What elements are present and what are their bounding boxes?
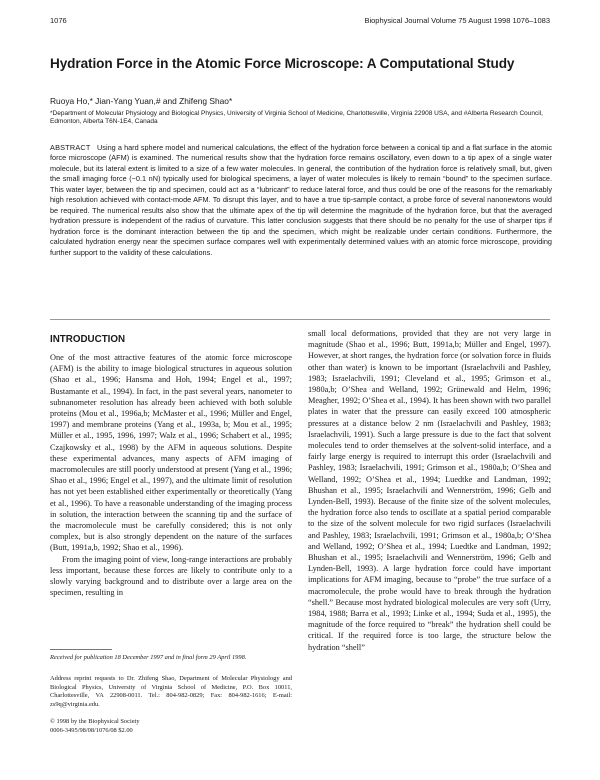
author-affiliations: *Department of Molecular Physiology and Biological Physics, University of Virginia School of Medicine, Charlottesville, Virginia 22908 USA, and #Alberta Research Council, Edmonton, Alberta T6N-1E4, Canada xyxy=(50,110,543,126)
paragraph: From the imaging point of view, long-range interactions are probably less important, because these forces are likely to contribute only to a slowly varying background and to distribute over a large area on the specimen, resulting in xyxy=(50,554,292,598)
right-column-text xyxy=(308,328,551,653)
author-list: Ruoya Ho,* Jian-Yang Yuan,# and Zhifeng Shao* xyxy=(50,96,233,106)
journal-running-header: Biophysical Journal Volume 75 August 1998 1076–1083 xyxy=(364,16,550,25)
paragraph: small local deformations, provided that they are not very large in magnitude (Shao et al., 1996; Butt, 1991a,b; Müller and Engel, 1997). However, at short ranges, the hydration force (or solvation force in fluids other than water) is known to be important (Israelachvili and Pashley, 1983; Israelachvili, 1991; Cleveland et al., 1995; Grimson et al., 1980a,b; O’Shea and Welland, 1992; Grünewald and Helm, 1996; Meagher, 1992; O’Shea et al., 1994). It has been shown with two parallel plates in water that the pressure can easily exceed 100 atmospheric pressures at a distance below 2 nm (Israelachvili and Pashley, 1983; Israelachvili, 1991). Such a large pressure is due to the fact that solvent molecules tend to order themselves at the solvent-solid interface, and a fairly large energy is required to interrupt this order (Israelachvili and Pashley, 1983; Israelachvili, 1991; Grimson et al., 1980a,b; O’Shea and Welland, 1992; O’Shea et al., 1994; Luedtke and Landman, 1992; Bhushan et al., 1995; Israelachvili and Wennerström, 1996; Gelb and Lynden-Bell, 1993). Because of the finite size of the solvent molecules, the hydration force also tends to oscillate at a spatial period comparable to the size of the solvent molecule for two rigid surfaces (Israelachvili and Pashley, 1983; Israelachvili, 1991; Grimson et al., 1980a,b; O’Shea and Welland, 1992; O’Shea et al., 1994; Luedtke and Landman, 1992; Bhushan et al., 1995; Israelachvili and Wennerström, 1996; Gelb and Lynden-Bell, 1993). A large hydration force could have important implications for AFM imaging, because to “probe” the true surface of a macromolecule, the probe would have to break through the hydration “shell.” Because most hydrated biological molecules are very soft (Urry, 1984, 1988; Barra et al., 1993; Linke et al., 1994; Suda et al., 1995), the magnitude of the force required to “break” the hydration shell could be critical. If the required force is too large, the structure below the hydration “shell” xyxy=(308,329,551,652)
section-heading-introduction: INTRODUCTION xyxy=(50,334,126,345)
footnote-copyright: © 1998 by the Biophysical Society xyxy=(50,718,140,725)
page-number: 1076 xyxy=(50,16,67,25)
footnote-received: Received for publication 18 December 1997 and in final form 29 April 1998. xyxy=(50,654,247,661)
abstract xyxy=(50,143,552,258)
paragraph: One of the most attractive features of the atomic force microscope (AFM) is the ability to image biological structures in aqueous solution (Shao et al., 1996; Hansma and Hoh, 1994; Engel et al., 1997; Bustamante et al., 1994). In fact, in the past several years, nanometer to subnanometer resolution has already been achieved with both soluble proteins (Mou et al., 1996a,b; McMaster et al., 1996; Müller and Engel, 1997) and membrane proteins (Yang et al., 1993a, b; Mou et al., 1995; Müller et al., 1995, 1996, 1997; Walz et al., 1996; Schabert et al., 1995; Czajkowsky et al., 1998) by the AFM in aqueous solutions. Despite these experimental advances, many aspects of AFM imaging of macromolecules are still poorly understood at present (Yang et al., 1996; Shao et al., 1996; Engel et al., 1997), and the ultimate limit of resolution has not yet been established either experimentally or theoretically (Yang et al., 1996). To have a reasonable understanding of the imaging process in solution, the interaction between the scanning tip and the surface of the macromolecule must be carefully considered; this is not only complex, but is also strongly dependent on the nature of the surfaces (Butt, 1991a,b, 1992; Shao et al., 1996). xyxy=(50,353,292,553)
footnote-divider xyxy=(50,649,112,650)
footnote-address: Address reprint requests to Dr. Zhifeng Shao, Department of Molecular Physiology and Biological Physics, University of Virginia School of Medicine, P.O. Box 10011, Charlottesville, VA 22908-0011. Tel.: 804-982-0829; Fax: 804-982-1616; E-mail: zs9q@virginia.edu. xyxy=(50,675,292,708)
article-title: Hydration Force in the Atomic Force Microscope: A Computational Study xyxy=(50,56,515,71)
abstract-text: Using a hard sphere model and numerical calculations, the effect of the hydration force between a conical tip and a flat surface in the atomic force microscope (AFM) is examined. The numerical results show that the hydration force remains oscillatory, even down to a tip apex of a single water molecule, but its lateral extent is limited to a size of a few water molecules. In general, the contribution of the hydration force is relatively small, but, given the small imaging force (~0.1 nN) typically used for biological specimens, a layer of water molecules is likely to remain “bound” to the specimen surface. This water layer, between the tip and specimen, could act as a “lubricant” to reduce lateral force, and thus could be one of the reasons for the remarkably high resolution achieved with contact-mode AFM. To disrupt this layer, and to have a true tip-sample contact, a probe force of several nanonewtons would be required. The numerical results also show that the ultimate apex of the tip will determine the magnitude of the hydration force, but that the averaged hydration pressure is independent of the radius of curvature. This latter conclusion suggests that there should be no penalty for the use of sharper tips if hydration force is the dominant interaction between the tip and the specimen, which might be realizable under certain conditions. Furthermore, the calculated hydration energy near the specimen surface compares well with experimentally determined values with an atomic force microscope, providing further support to the validity of these calculations. xyxy=(50,143,552,257)
abstract-label: ABSTRACT xyxy=(50,143,91,152)
footnote-article-code: 0006-3495/98/08/1076/08 $2.00 xyxy=(50,727,133,734)
section-divider xyxy=(50,319,550,320)
left-column-text xyxy=(50,352,292,598)
